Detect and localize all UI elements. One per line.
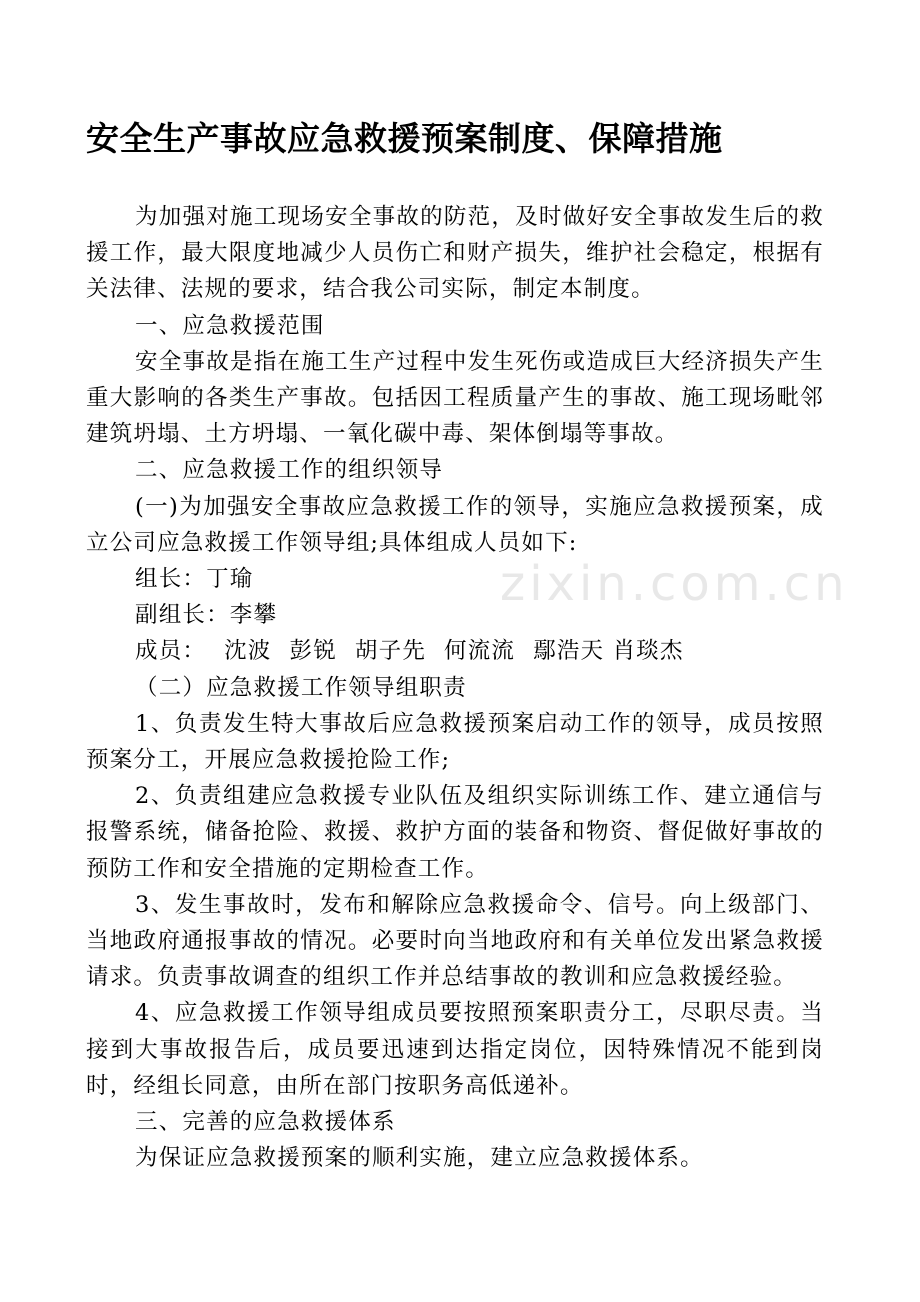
section-heading-organization: 二、应急救援工作的组织领导 xyxy=(135,457,444,484)
section-heading-scope: 一、应急救援范围 xyxy=(135,312,325,339)
member-name: 彭锐 xyxy=(289,638,337,665)
document-title: 安全生产事故应急救援预案制度、保障措施 xyxy=(86,119,723,158)
member-name: 肖琰杰 xyxy=(612,638,684,665)
organization-paragraph: (一)为加强安全事故应急救援工作的领导，实施应急救援预案，成立公司应急救援工作领导组;具体组成人员如下: xyxy=(86,493,824,556)
member-name: 鄢浩天 xyxy=(533,638,605,665)
scope-paragraph: 安全事故是指在施工生产过程中发生死伤或造成巨大经济损失产生重大影响的各类生产事故。包括因工程质量产生的事故、施工现场毗邻建筑坍塌、土方坍塌、一氧化碳中毒、架体倒塌等事故。 xyxy=(86,348,824,448)
member-name: 沈波 xyxy=(224,638,272,665)
duty-item-3: 3、发生事故时，发布和解除应急救援命令、信号。向上级部门、当地政府通报事故的情况。必要时向当地政府和有关单位发出紧急救援请求。负责事故调查的组织工作并总结事故的教训和应急救援经验。 xyxy=(86,891,824,991)
member-name: 胡子先 xyxy=(354,638,427,665)
system-paragraph: 为保证应急救援预案的顺利实施，建立应急救援体系。 xyxy=(135,1145,704,1172)
intro-paragraph: 为加强对施工现场安全事故的防范，及时做好安全事故发生后的救援工作，最大限度地减少人员伤亡和财产损失，维护社会稳定，根据有关法律、法规的要求，结合我公司实际，制定本制度。 xyxy=(86,204,824,303)
member-name: 何流流 xyxy=(444,638,516,665)
section-heading-system: 三、完善的应急救援体系 xyxy=(135,1109,396,1136)
duty-item-2: 2、负责组建应急救援专业队伍及组织实际训练工作、建立通信与报警系统，储备抢险、救援、救护方面的装备和物资、督促做好事故的预防工作和安全措施的定期检查工作。 xyxy=(86,783,824,882)
members-line xyxy=(86,633,824,669)
members-label: 成员： xyxy=(135,638,207,665)
document-body xyxy=(86,199,824,1176)
leader-line: 组长：丁瑜 xyxy=(135,566,254,593)
duty-item-4: 4、应急救援工作领导组成员要按照预案职责分工，尽职尽责。当接到大事故报告后，成员要迅速到达指定岗位，因特殊情况不能到岗时，经组长同意，由所在部门按职务高低递补。 xyxy=(86,1000,824,1099)
watermark: zixin.com.cn xyxy=(500,556,849,612)
section-heading-duties: （二）应急救援工作领导组职责 xyxy=(135,674,467,701)
deputy-leader-line: 副组长：李攀 xyxy=(135,602,278,629)
duty-item-1: 1、负责发生特大事故后应急救援预案启动工作的领导，成员按照预案分工，开展应急救援抢险工作; xyxy=(86,710,824,774)
